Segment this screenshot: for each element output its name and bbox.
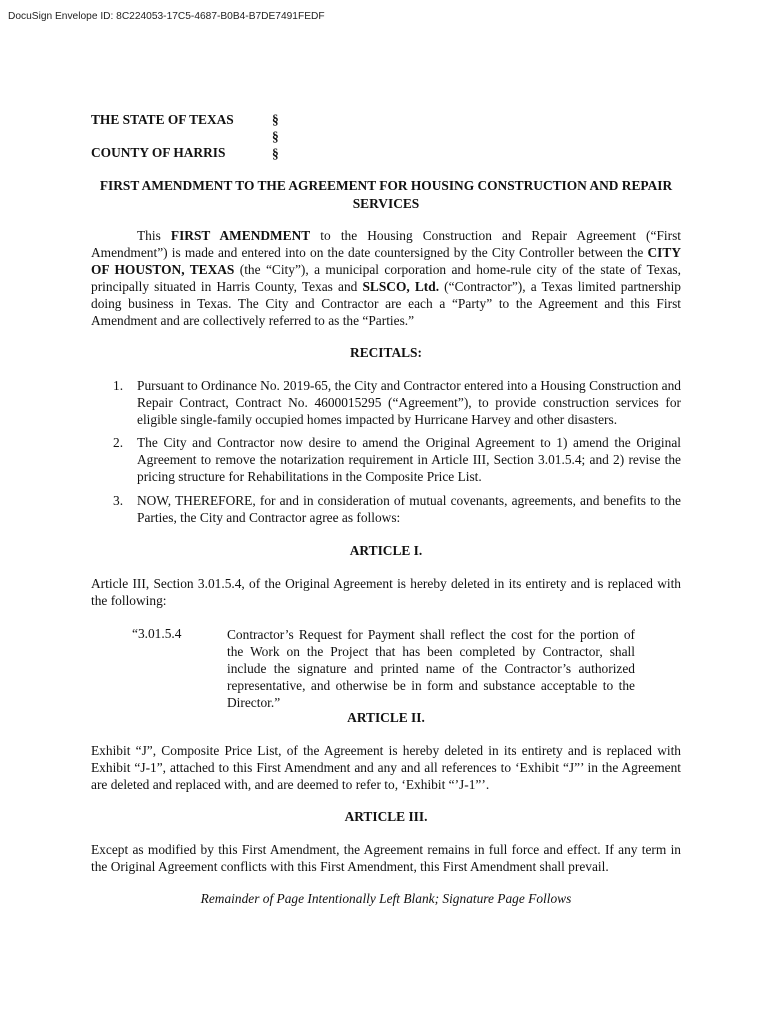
caption-county: COUNTY OF HARRIS: [91, 145, 226, 160]
intro-text-3: (the “City”), a municipal corporation and home-rule city of the state of Texas, principally situated in Harris County, Texas and: [91, 262, 681, 294]
caption-state: THE STATE OF TEXAS: [91, 112, 234, 127]
recital-text-3: NOW, THEREFORE, for and in consideration of mutual covenants, agreements, and benefits to the Parties, the City and Contractor agree as follows:: [137, 493, 681, 525]
recital-number-1: 1.: [113, 378, 124, 393]
intro-bold-first-amendment: FIRST AMENDMENT: [170, 228, 311, 243]
recital-text-2: The City and Contractor now desire to amend the Original Agreement to 1) amend the Original Agreement to remove the notarization requirement in Article III, Section 3.01.5.4; and 2) revise the pricing structure for Rehabilitations in the Composite Price List.: [137, 435, 681, 484]
intro-text-1: This: [137, 228, 171, 243]
recital-text-1: Pursuant to Ordinance No. 2019-65, the City and Contractor entered into a Housing Construction and Repair Contract, Contract No. 4600015295 (“Agreement”), to provide construction services for eligible single-family occupied homes impacted by Hurricane Harvey and other disasters.: [137, 378, 681, 427]
quoted-section-text: Contractor’s Request for Payment shall reflect the cost for the portion of the Work on the Project that has been completed by Contractor, shall include the signature and printed name of the Contractor’s authorized representative, and otherwise be in form and substance acceptable to the Director.”: [227, 627, 635, 710]
section-mark-2: §: [272, 129, 279, 144]
article-2-text: Exhibit “J”, Composite Price List, of the Agreement is hereby deleted in its entirety and is replaced with Exhibit “J-1”, attached to this First Amendment and any and all references to ‘Exhibit “J”’ in the Agreement are deleted and replaced with, and are deemed to refer to, ‘Exhibit “’J-1”’.: [91, 743, 681, 792]
article-2-heading: ARTICLE II.: [347, 710, 425, 725]
document-title: FIRST AMENDMENT TO THE AGREEMENT FOR HOUSING CONSTRUCTION AND REPAIR SERVICES: [99, 178, 673, 211]
recitals-heading: RECITALS:: [350, 345, 422, 360]
article-3-text: Except as modified by this First Amendment, the Agreement remains in full force and effect. If any term in the Original Agreement conflicts with this First Amendment, this First Amendment shall prevail.: [91, 842, 681, 874]
quoted-section-number: “3.01.5.4: [132, 626, 182, 641]
section-mark-3: §: [272, 146, 279, 161]
intro-bold-slsco: SLSCO, Ltd.: [362, 279, 440, 294]
intro-bold-city: CITY OF HOUSTON, TEXAS: [91, 245, 681, 277]
intro-text-2: to the Housing Construction and Repair Agreement (“First Amendment”) is made and entered into on the date countersigned by the City Controller between the: [91, 228, 682, 260]
intro-paragraph: [91, 227, 681, 329]
docusign-envelope-id: DocuSign Envelope ID: 8C224053-17C5-4687-B0B4-B7DE7491FEDF: [8, 11, 325, 22]
recital-number-3: 3.: [113, 493, 124, 508]
closing-note: Remainder of Page Intentionally Left Blank; Signature Page Follows: [200, 891, 572, 906]
section-mark-1: §: [272, 112, 279, 127]
recital-number-2: 2.: [113, 435, 124, 450]
article-1-text: Article III, Section 3.01.5.4, of the Original Agreement is hereby deleted in its entirety and is replaced with the following:: [91, 576, 681, 608]
intro-text-4: (“Contractor”), a Texas limited partnership doing business in Texas. The City and Contractor are each a “Party” to the Agreement and this First Amendment and are collectively referred to as the “Parties.”: [91, 279, 682, 328]
article-1-heading: ARTICLE I.: [349, 543, 423, 558]
article-3-heading: ARTICLE III.: [344, 809, 428, 824]
